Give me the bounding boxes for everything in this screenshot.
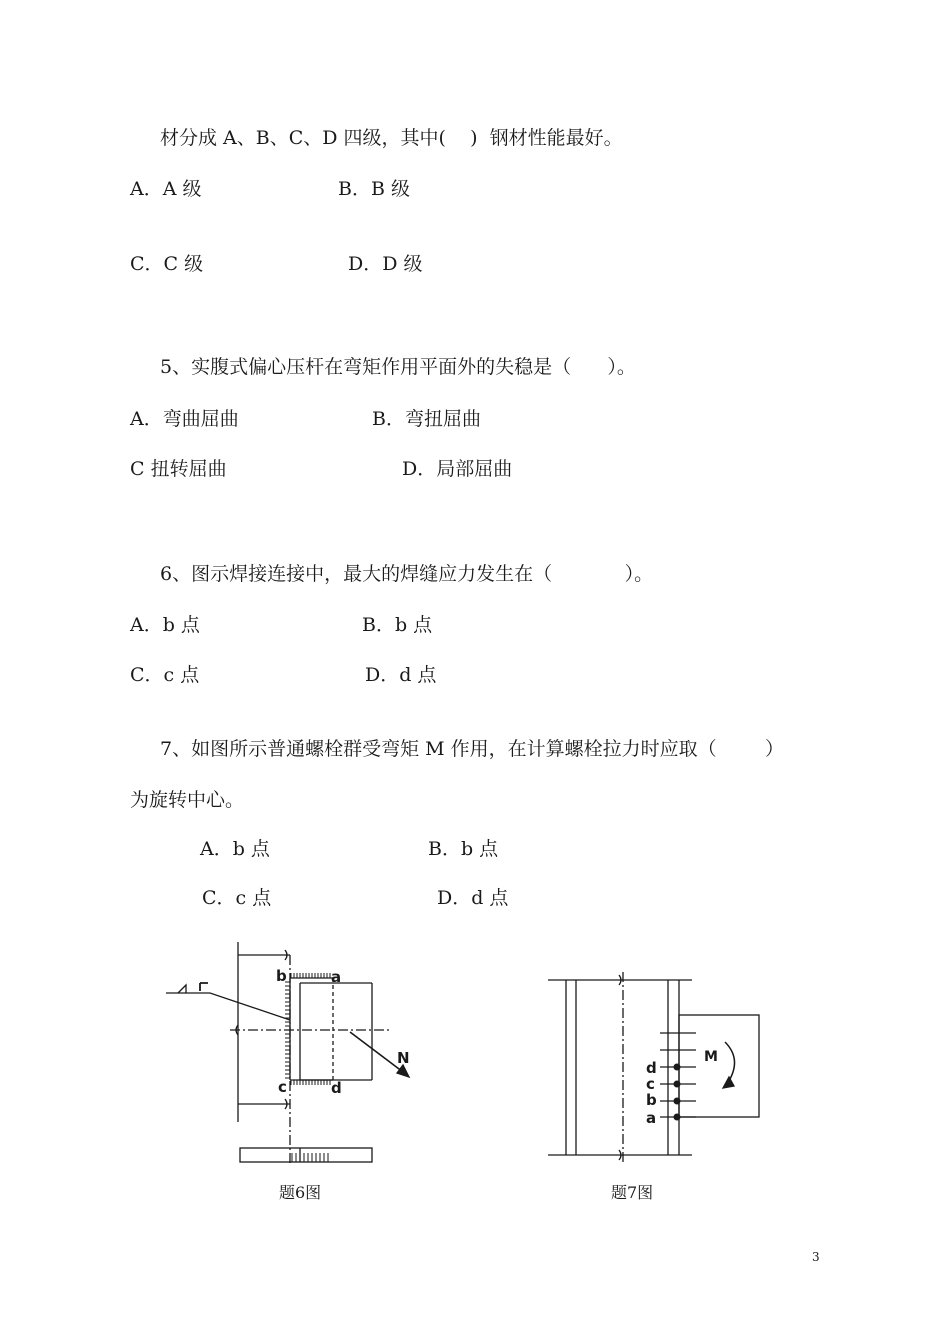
- q5-option-a: A．弯曲屈曲: [130, 408, 239, 430]
- q6-option-d: D．d 点: [365, 664, 437, 686]
- fig6-label-force-n: N: [397, 1049, 410, 1067]
- q6-option-a: A．b 点: [130, 614, 200, 636]
- q5-option-c: C 扭转屈曲: [130, 458, 227, 480]
- q4-stem-continuation: 材分成 A、B、C、D 四级，其中( ) 钢材性能最好。: [160, 127, 623, 149]
- page-number: 3: [812, 1250, 820, 1264]
- fig7-bolt-a: [674, 1114, 681, 1121]
- figure-6-caption: 题6图: [279, 1183, 322, 1202]
- fig7-bolt-c: [674, 1081, 681, 1088]
- fig7-label-moment-m: M: [704, 1049, 718, 1065]
- figure-6-diagram: [166, 942, 409, 1165]
- fig7-label-b: b: [646, 1091, 657, 1109]
- fig6-label-b: b: [276, 967, 287, 985]
- q6-stem: 6、图示焊接连接中，最大的焊缝应力发生在（ ）。: [160, 563, 654, 585]
- fig6-label-a: a: [331, 968, 342, 986]
- fig6-label-c: c: [278, 1078, 287, 1096]
- fig7-label-a: a: [646, 1109, 657, 1127]
- q4-option-c: C．C 级: [130, 253, 204, 275]
- q7-stem: 7、如图所示普通螺栓群受弯矩 M 作用，在计算螺栓拉力时应取（ ）: [160, 738, 784, 760]
- q6-option-c: C．c 点: [130, 664, 200, 686]
- figure-7-caption: 题7图: [611, 1183, 654, 1202]
- q4-option-b: B．B 级: [338, 178, 410, 200]
- fig6-label-d: d: [331, 1079, 342, 1097]
- q7-stem-continuation: 为旋转中心。: [130, 789, 245, 811]
- q7-option-a: A．b 点: [200, 838, 270, 860]
- fig7-bolt-d: [674, 1064, 681, 1071]
- q6-option-b: B．b 点: [362, 614, 433, 636]
- fig7-label-c: c: [646, 1075, 655, 1093]
- fig7-bolt-b: [674, 1098, 681, 1105]
- q4-option-a: A．A 级: [130, 178, 202, 200]
- q7-option-d: D．d 点: [437, 887, 509, 909]
- q4-option-d: D．D 级: [348, 253, 423, 275]
- q5-option-d: D．局部屈曲: [402, 458, 513, 480]
- q7-option-b: B．b 点: [428, 838, 499, 860]
- q5-option-b: B．弯扭屈曲: [372, 408, 481, 430]
- q5-stem: 5、实腹式偏心压杆在弯矩作用平面外的失稳是（ ）。: [160, 356, 636, 378]
- q7-option-c: C．c 点: [202, 887, 272, 909]
- fig7-label-d: d: [646, 1059, 657, 1077]
